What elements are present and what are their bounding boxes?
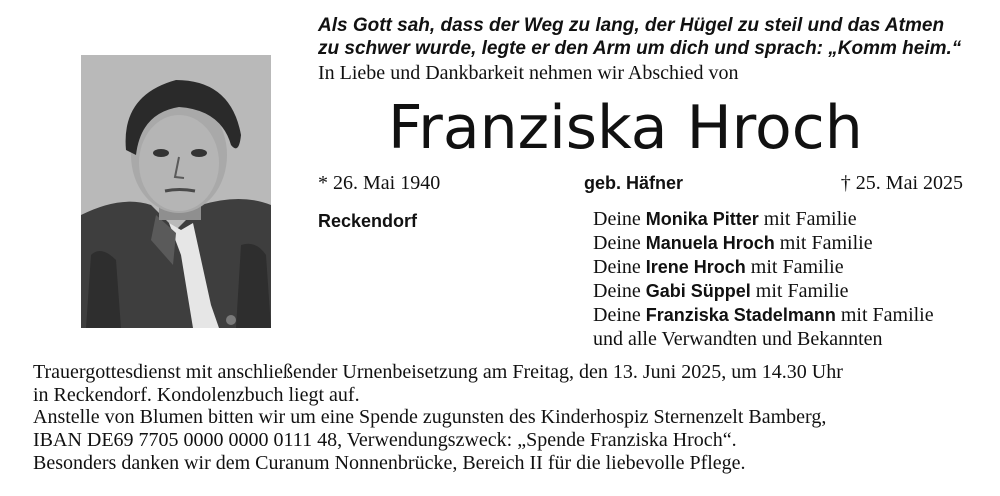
maiden-name: geb. Häfner bbox=[584, 173, 684, 193]
deceased-name: Franziska Hroch bbox=[388, 93, 863, 163]
portrait-image bbox=[81, 55, 271, 328]
mourner-name: Monika Pitter bbox=[645, 209, 759, 229]
residence-place: Reckendorf bbox=[318, 211, 418, 231]
mourner-prefix: Deine bbox=[593, 256, 646, 278]
mourner-name: Manuela Hroch bbox=[645, 233, 775, 253]
mourners-closing: und alle Verwandten und Bekannten bbox=[593, 328, 883, 350]
mourner-name: Franziska Stadelmann bbox=[645, 305, 836, 325]
quote-line-2: zu schwer wurde, legte er den Arm um dich und sprach: „Komm heim.“ bbox=[318, 38, 962, 59]
mourner-row bbox=[593, 279, 934, 303]
footer-line-3: Anstelle von Blumen bitten wir um eine Spende zugunsten des Kinderhospiz Sternenzelt Bamberg, bbox=[33, 406, 827, 429]
mourner-row bbox=[593, 207, 934, 231]
mourner-suffix: mit Familie bbox=[758, 208, 857, 230]
mourner-suffix: mit Familie bbox=[835, 304, 934, 326]
birth-date: * 26. Mai 1940 bbox=[318, 172, 441, 194]
mourner-suffix: mit Familie bbox=[750, 280, 849, 302]
service-details bbox=[33, 361, 993, 475]
footer-line-4: IBAN DE69 7705 0000 0000 0111 48, Verwendungszweck: „Spende Franziska Hroch“. bbox=[33, 429, 737, 452]
mourner-row bbox=[593, 231, 934, 255]
mourner-prefix: Deine bbox=[593, 232, 646, 254]
portrait-photo bbox=[81, 55, 271, 328]
mourner-name: Gabi Süppel bbox=[645, 281, 751, 301]
quote-line-1: Als Gott sah, dass der Weg zu lang, der Hügel zu steil und das Atmen bbox=[318, 15, 945, 36]
mourner-row bbox=[593, 255, 934, 279]
mourner-prefix: Deine bbox=[593, 208, 646, 230]
mourner-name: Irene Hroch bbox=[645, 257, 746, 277]
mourner-suffix: mit Familie bbox=[745, 256, 844, 278]
mourner-prefix: Deine bbox=[593, 280, 646, 302]
mourner-suffix: mit Familie bbox=[774, 232, 873, 254]
footer-line-5: Besonders danken wir dem Curanum Nonnenbrücke, Bereich II für die liebevolle Pflege. bbox=[33, 451, 746, 474]
death-date: † 25. Mai 2025 bbox=[840, 172, 963, 194]
footer-line-1: Trauergottesdienst mit anschließender Urnenbeisetzung am Freitag, den 13. Juni 2025, um 14.30 Uhr bbox=[33, 361, 843, 383]
quote bbox=[318, 14, 998, 60]
intro-text: In Liebe und Dankbarkeit nehmen wir Abschied von bbox=[318, 62, 739, 84]
mourner-row bbox=[593, 303, 934, 327]
mourner-prefix: Deine bbox=[593, 304, 646, 326]
mourners-list bbox=[593, 207, 934, 351]
footer-line-2: in Reckendorf. Kondolenzbuch liegt auf. bbox=[33, 383, 360, 406]
